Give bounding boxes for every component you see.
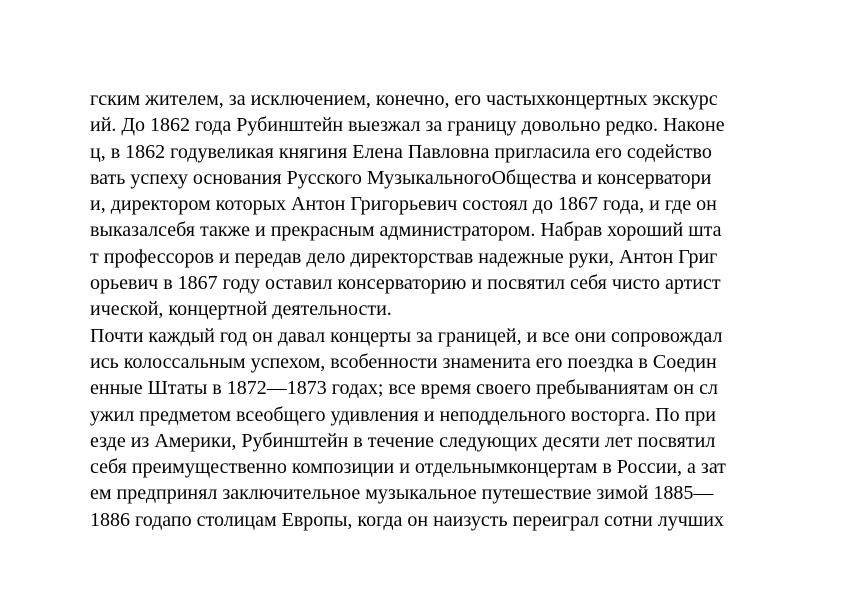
body-text	[90, 86, 790, 533]
text-line: вать успеху основания Русского МузыкальногоОбщества и консерватори	[90, 166, 712, 189]
text-line: ической, концертной деятельности.	[90, 298, 392, 321]
text-line: езде из Америки, Рубинштейн в течение следующих десяти лет посвятил	[90, 429, 716, 452]
text-line: 1886 годапо столицам Европы, когда он наизусть переиграл сотни лучших	[90, 508, 724, 531]
text-line: ись колоссальным успехом, всобенности знаменита его поездка в Соедин	[90, 350, 717, 373]
text-line: гским жителем, за исключением, конечно, его частыхконцертных экскурс	[90, 88, 718, 110]
text-line: ужил предметом всеобщего удивления и неподдельного восторга. По при	[90, 403, 716, 426]
text-line: ем предпринял заключительное музыкальное путешествие зимой 1885—	[90, 482, 714, 505]
text-line: енные Штаты в 1872—1873 годах; все время своего пребываниятам он сл	[90, 377, 718, 400]
text-line: выказалсебя также и прекрасным администратором. Набрав хороший шта	[90, 219, 722, 242]
text-line: ий. До 1862 года Рубинштейн выезжал за границу довольно редко. Наконе	[90, 114, 725, 137]
text-line: и, директором которых Антон Григорьевич состоял до 1867 года, и где он	[90, 193, 717, 216]
text-line: т профессоров и передав дело директорствав надежные руки, Антон Григ	[90, 245, 718, 268]
text-line: Почти каждый год он давал концерты за границей, и все они сопровождал	[90, 324, 723, 347]
text-line: орьевич в 1867 году оставил консерваторию и посвятил себя чисто артист	[90, 272, 721, 295]
text-line: себя преимущественно композиции и отдельнымконцертам в России, а зат	[90, 456, 726, 479]
text-line: ц, в 1862 годувеликая княгиня Елена Павловна пригласила его содейство	[90, 140, 712, 163]
